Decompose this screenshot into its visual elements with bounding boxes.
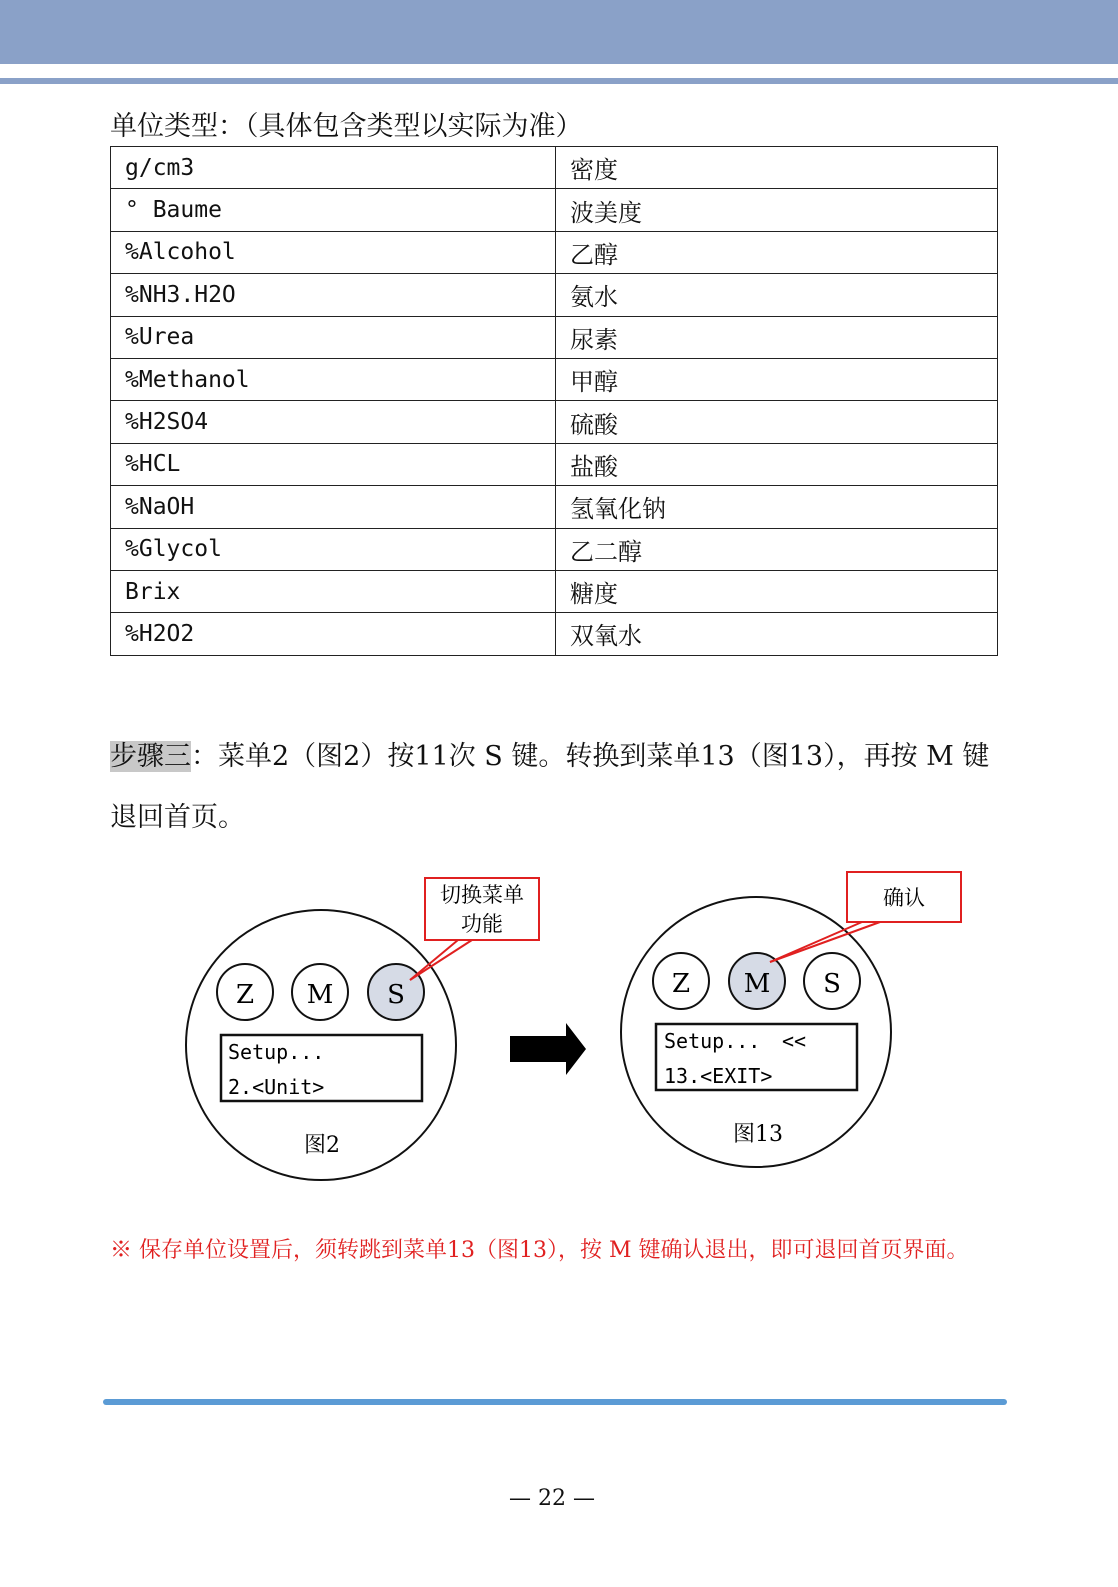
m-key-label: M	[306, 980, 334, 1010]
table-row	[111, 316, 998, 358]
step-label: 步骤三	[110, 741, 191, 772]
figure-caption: 图2	[304, 1133, 340, 1158]
unit-code-cell: g/cm3	[111, 147, 556, 189]
screen-line-2: 2.<Unit>	[228, 1075, 325, 1099]
table-row	[111, 486, 998, 528]
unit-name-cell: 双氧水	[556, 613, 998, 655]
table-row	[111, 570, 998, 612]
unit-name-cell: 糖度	[556, 570, 998, 612]
step-text: ：菜单2（图2）按11次 S 键。转换到菜单13（图13），再按 M 键退回首页。	[110, 741, 990, 833]
unit-name-cell: 乙二醇	[556, 528, 998, 570]
table-row	[111, 189, 998, 231]
unit-code-cell: Brix	[111, 570, 556, 612]
unit-code-cell: %Alcohol	[111, 231, 556, 273]
unit-code-cell: %H2SO4	[111, 401, 556, 443]
table-row	[111, 358, 998, 400]
unit-code-cell: %Methanol	[111, 358, 556, 400]
callout-switch-menu	[410, 878, 539, 980]
z-key-label: Z	[235, 980, 255, 1010]
screen-line-1: Setup...	[228, 1040, 325, 1064]
unit-name-cell: 乙醇	[556, 231, 998, 273]
z-key-label: Z	[671, 969, 691, 999]
unit-name-cell: 甲醇	[556, 358, 998, 400]
page-number: — 22 —	[509, 1486, 595, 1511]
s-key-label: S	[823, 969, 841, 999]
header-band	[0, 0, 1118, 64]
device-figure-2	[186, 910, 456, 1180]
unit-name-cell: 氢氧化钠	[556, 486, 998, 528]
unit-code-cell: ° Baume	[111, 189, 556, 231]
step-three-paragraph	[110, 726, 1000, 848]
units-table	[110, 146, 998, 656]
menu-diagram	[0, 860, 1118, 1200]
m-key-label: M	[743, 969, 771, 999]
unit-code-cell: %NaOH	[111, 486, 556, 528]
unit-name-cell: 尿素	[556, 316, 998, 358]
unit-name-cell: 密度	[556, 147, 998, 189]
unit-code-cell: %HCL	[111, 443, 556, 485]
table-row	[111, 443, 998, 485]
unit-name-cell: 波美度	[556, 189, 998, 231]
unit-code-cell: %H2O2	[111, 613, 556, 655]
table-row	[111, 231, 998, 273]
section-title: 单位类型：（具体包含类型以实际为准）	[110, 111, 583, 142]
red-note: ※ 保存单位设置后，须转跳到菜单13（图13），按 M 键确认退出，即可退回首页界面。	[110, 1238, 969, 1263]
screen-line-2: 13.<EXIT>	[664, 1064, 773, 1088]
unit-code-cell: %Urea	[111, 316, 556, 358]
s-key-label: S	[387, 980, 405, 1010]
callout-line-2: 功能	[461, 912, 503, 936]
screen-line-1: Setup...	[664, 1029, 761, 1053]
unit-name-cell: 盐酸	[556, 443, 998, 485]
callout-label: 确认	[883, 886, 925, 910]
table-row	[111, 401, 998, 443]
footer-rule	[103, 1399, 1007, 1405]
screen-back-indicator: <<	[782, 1029, 807, 1053]
unit-name-cell: 硫酸	[556, 401, 998, 443]
device-figure-13	[621, 897, 891, 1167]
callout-line-1: 切换菜单	[440, 883, 524, 907]
unit-name-cell: 氨水	[556, 274, 998, 316]
figure-caption: 图13	[733, 1122, 783, 1147]
table-row	[111, 528, 998, 570]
table-row	[111, 613, 998, 655]
table-row	[111, 274, 998, 316]
unit-code-cell: %NH3.H2O	[111, 274, 556, 316]
right-arrow-icon	[510, 1023, 586, 1075]
table-row	[111, 147, 998, 189]
unit-code-cell: %Glycol	[111, 528, 556, 570]
header-rule	[0, 78, 1118, 84]
